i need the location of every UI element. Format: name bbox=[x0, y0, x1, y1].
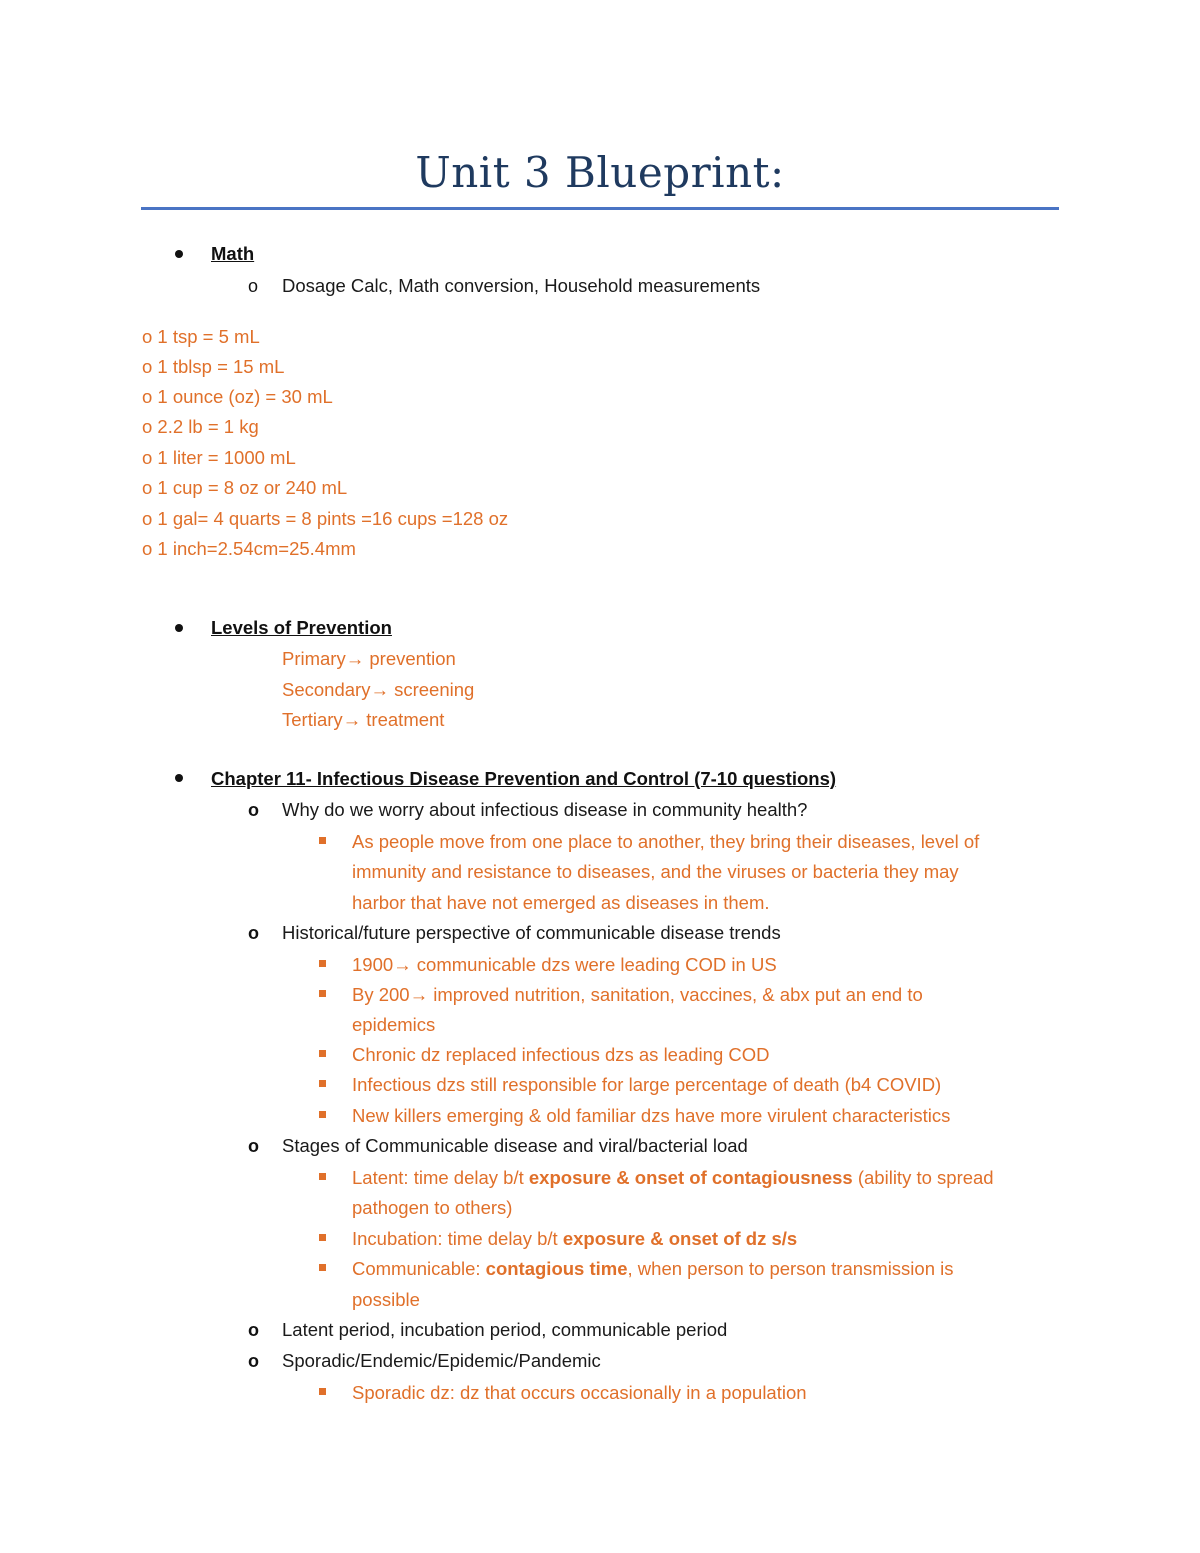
level-name: Tertiary bbox=[282, 709, 343, 730]
answer-line: epidemics bbox=[352, 1014, 436, 1035]
question-item: Stages of Communicable disease and viral/bacterial load bbox=[282, 1135, 748, 1156]
answer-line: Sporadic dz: dz that occurs occasionally in a population bbox=[352, 1382, 807, 1403]
answer-line bbox=[352, 982, 923, 1008]
bullet-icon bbox=[175, 624, 183, 632]
right-arrow-icon: → bbox=[393, 954, 412, 975]
section-heading-chapter11: Chapter 11- Infectious Disease Prevention and Control (7-10 questions) bbox=[211, 768, 837, 789]
answer-line: possible bbox=[352, 1289, 420, 1310]
answer-text: Latent: time delay b/t bbox=[352, 1167, 529, 1188]
answer-line: New killers emerging & old familiar dzs have more virulent characteristics bbox=[352, 1105, 951, 1126]
answer-text: Incubation: time delay b/t bbox=[352, 1228, 563, 1249]
answer-line bbox=[352, 1256, 954, 1282]
right-arrow-icon: → bbox=[370, 679, 389, 700]
square-bullet-icon bbox=[319, 1264, 326, 1271]
section-heading-prevention: Levels of Prevention bbox=[211, 617, 392, 638]
right-arrow-icon: → bbox=[409, 984, 429, 1005]
conversion-item: o 1 inch=2.54cm=25.4mm bbox=[142, 538, 356, 559]
square-bullet-icon bbox=[319, 1080, 326, 1087]
conversion-item: o 1 tblsp = 15 mL bbox=[142, 356, 285, 377]
emphasis-text: exposure & onset of contagiousness bbox=[528, 1167, 853, 1188]
answer-line: immunity and resistance to diseases, and the viruses or bacteria they may bbox=[352, 861, 959, 882]
answer-line: Chronic dz replaced infectious dzs as leading COD bbox=[352, 1044, 770, 1065]
right-arrow-icon: → bbox=[342, 709, 362, 730]
circle-bullet-icon: o bbox=[248, 923, 259, 943]
bullet-icon bbox=[175, 250, 183, 258]
conversion-item: o 1 cup = 8 oz or 240 mL bbox=[142, 477, 348, 498]
circle-bullet-icon: o bbox=[248, 1320, 259, 1340]
prevention-level-tertiary bbox=[282, 707, 444, 733]
answer-line bbox=[352, 1226, 797, 1252]
circle-bullet-icon: o bbox=[248, 800, 259, 820]
question-item: Latent period, incubation period, communicable period bbox=[282, 1319, 728, 1340]
square-bullet-icon bbox=[319, 990, 326, 997]
answer-line: harbor that have not emerged as diseases in them. bbox=[352, 892, 770, 913]
math-subtopics: Dosage Calc, Math conversion, Household measurements bbox=[282, 275, 761, 296]
answer-text: , when person to person transmission is bbox=[627, 1258, 954, 1279]
answer-text: By 200 bbox=[352, 984, 410, 1005]
answer-text: communicable dzs were leading COD in US bbox=[411, 954, 777, 975]
answer-line: As people move from one place to another, they bring their diseases, level of bbox=[352, 831, 980, 852]
level-meaning: screening bbox=[394, 679, 475, 700]
question-item: Historical/future perspective of communicable disease trends bbox=[282, 922, 781, 943]
circle-bullet-icon: o bbox=[248, 1351, 259, 1371]
square-bullet-icon bbox=[319, 837, 326, 844]
circle-bullet-icon: o bbox=[248, 276, 259, 296]
title-underline bbox=[141, 207, 1059, 210]
level-meaning: prevention bbox=[369, 648, 456, 669]
section-heading-math: Math bbox=[211, 243, 255, 264]
bullet-icon bbox=[175, 774, 183, 782]
level-name: Primary bbox=[282, 648, 346, 669]
answer-line: Infectious dzs still responsible for large percentage of death (b4 COVID) bbox=[352, 1074, 942, 1095]
conversion-item: o 1 ounce (oz) = 30 mL bbox=[142, 386, 333, 407]
conversion-item: o 1 tsp = 5 mL bbox=[142, 326, 260, 347]
answer-line bbox=[352, 1165, 994, 1191]
conversion-item: o 1 liter = 1000 mL bbox=[142, 447, 296, 468]
answer-text: 1900 bbox=[352, 954, 394, 975]
answer-line bbox=[352, 952, 777, 978]
right-arrow-icon: → bbox=[345, 648, 365, 669]
level-name: Secondary bbox=[282, 679, 371, 700]
square-bullet-icon bbox=[319, 1388, 326, 1395]
answer-line: pathogen to others) bbox=[352, 1197, 513, 1218]
square-bullet-icon bbox=[319, 1234, 326, 1241]
square-bullet-icon bbox=[319, 1111, 326, 1118]
answer-text: (ability to spread bbox=[852, 1167, 994, 1188]
question-item: Sporadic/Endemic/Epidemic/Pandemic bbox=[282, 1350, 601, 1371]
conversion-item: o 1 gal= 4 quarts = 8 pints =16 cups =128 oz bbox=[142, 508, 509, 529]
square-bullet-icon bbox=[319, 1050, 326, 1057]
square-bullet-icon bbox=[319, 1173, 326, 1180]
prevention-level-secondary bbox=[282, 677, 474, 703]
circle-bullet-icon: o bbox=[248, 1136, 259, 1156]
emphasis-text: contagious time bbox=[485, 1258, 628, 1279]
page-title: Unit 3 Blueprint: bbox=[415, 148, 785, 197]
emphasis-text: exposure & onset of dz s/s bbox=[562, 1228, 798, 1249]
square-bullet-icon bbox=[319, 960, 326, 967]
level-meaning: treatment bbox=[366, 709, 445, 730]
prevention-level-primary bbox=[282, 646, 456, 672]
answer-text: improved nutrition, sanitation, vaccines, & abx put an end to bbox=[428, 984, 923, 1005]
conversion-item: o 2.2 lb = 1 kg bbox=[142, 416, 259, 437]
answer-text: Communicable: bbox=[352, 1258, 486, 1279]
question-item: Why do we worry about infectious disease in community health? bbox=[282, 799, 808, 820]
